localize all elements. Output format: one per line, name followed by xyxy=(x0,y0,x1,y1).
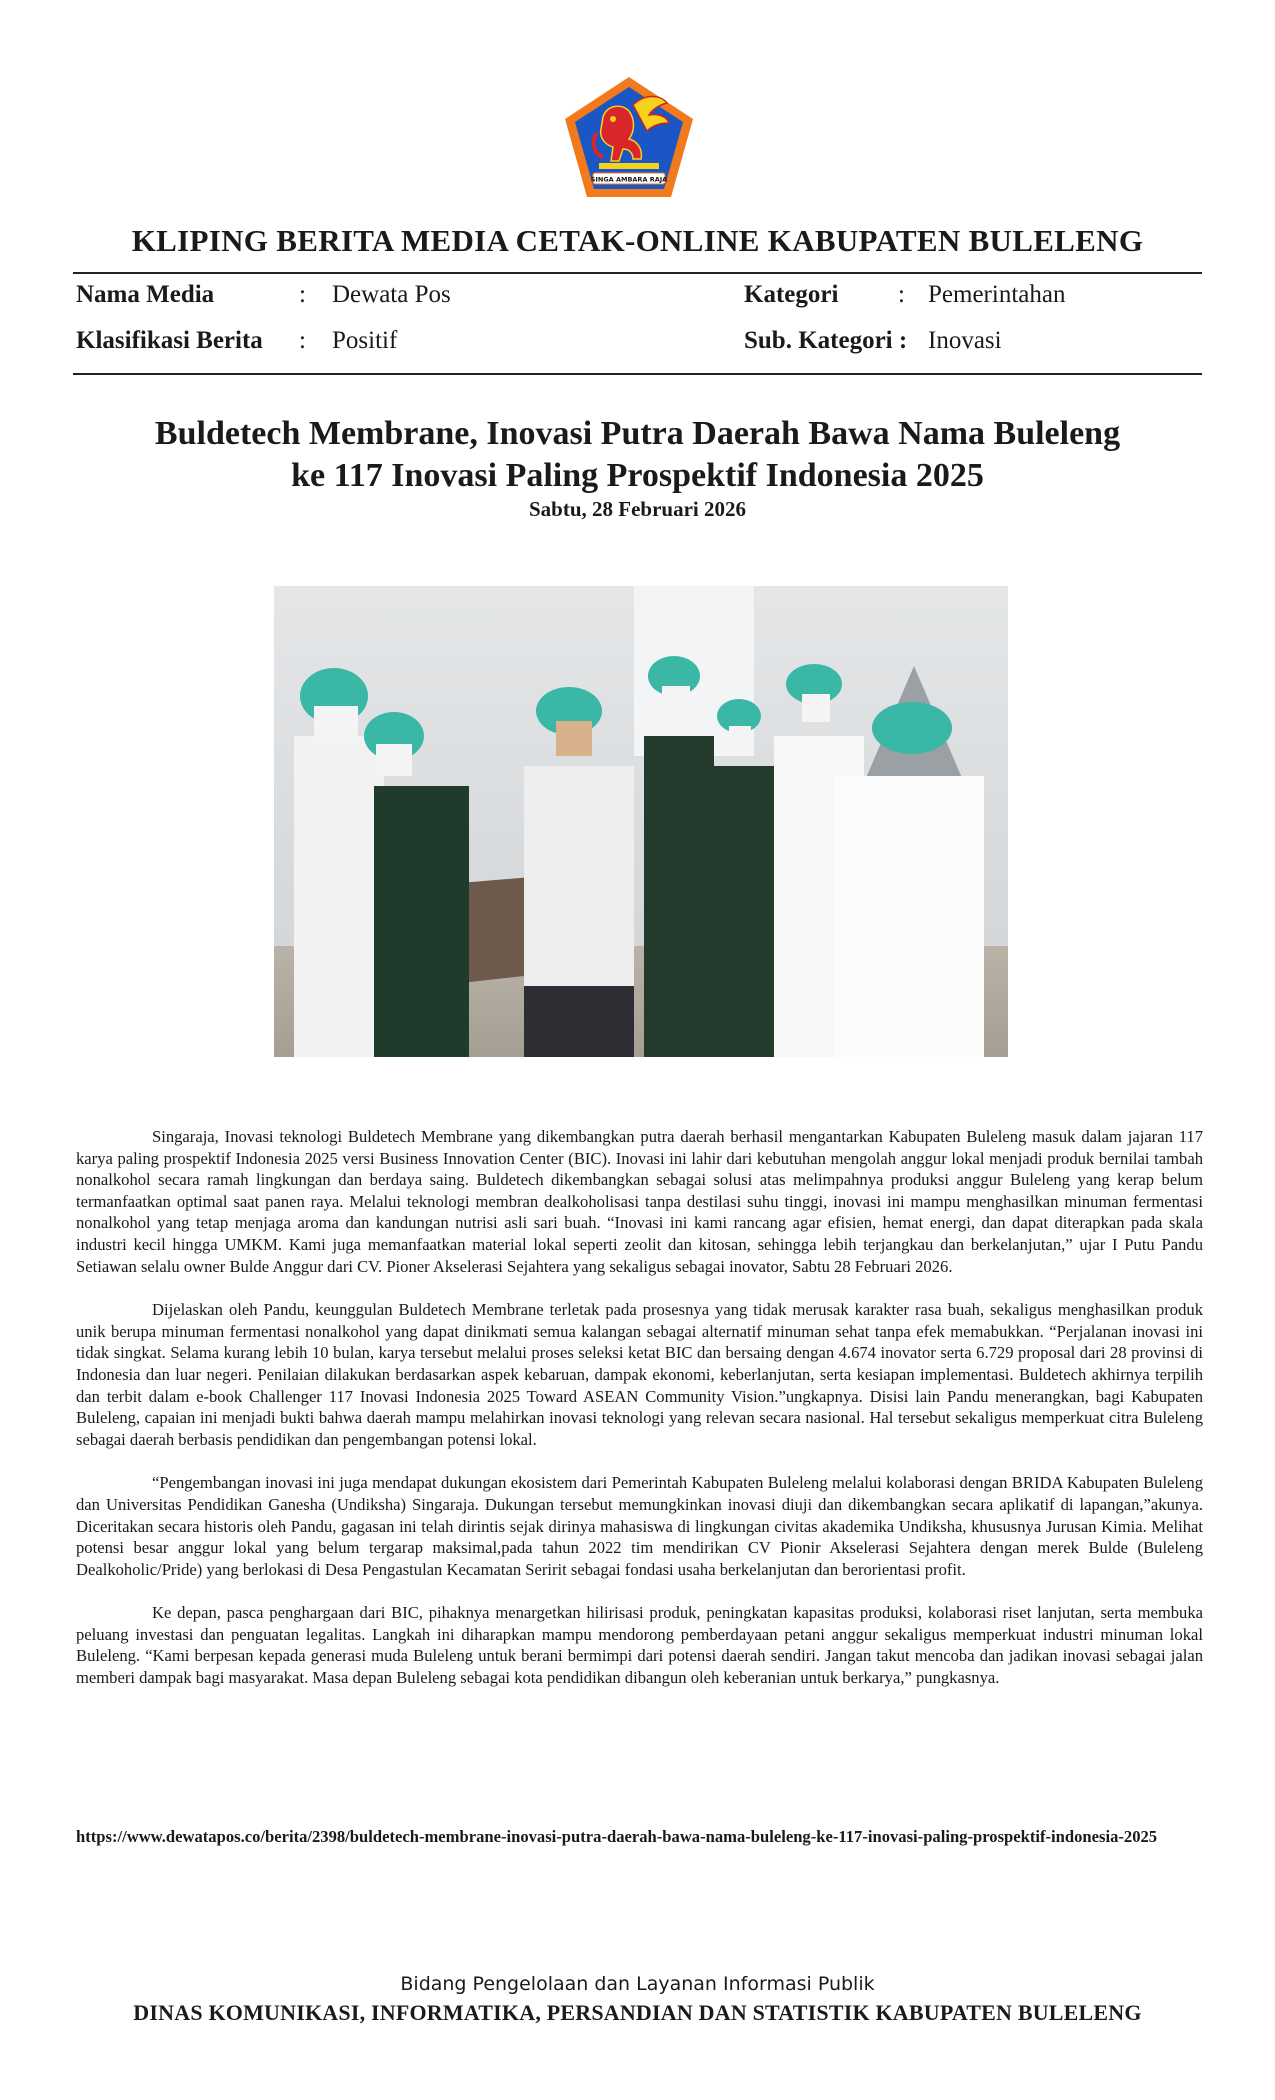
klasifikasi-value: Positif xyxy=(332,327,398,354)
article-paragraph: “Pengembangan inovasi ini juga mendapat dukungan ekosistem dari Pemerintah Kabupaten Buleleng melalui kolaborasi dengan BRIDA Kabupaten Buleleng dan Universitas Pendidikan Ganesha (Undiksha) Singaraja. Dukungan tersebut memungkinkan inovasi diuji dan dikembangkan secara aplikatif di lapangan,”akunya. Diceritakan secara historis oleh Pandu, gagasan ini telah dirintis sejak dirinya mahasiswa di lingkungan civitas akademika Undiksha, khususnya Jurusan Kimia. Melihat potensi besar anggur lokal yang belum tergarap maksimal,pada tahun 2022 tim mendirikan CV Pionir Akselerasi Sejahtera dengan merek Bulde (Buleleng Dealkoholic/Pride) yang berlokasi di Desa Pengastulan Kecamatan Seririt sebagai fondasi usaha berkelanjutan dan berorientasi profit. xyxy=(76,1473,1203,1579)
klasifikasi-label: Klasifikasi Berita xyxy=(76,327,263,354)
article-body xyxy=(76,1126,1203,1711)
footer-agency: DINAS KOMUNIKASI, INFORMATIKA, PERSANDIAN DAN STATISTIK KABUPATEN BULELENG xyxy=(133,2000,1142,2025)
meta-row-1 xyxy=(0,281,1275,315)
sub-kategori-label: Sub. Kategori : xyxy=(744,327,908,354)
article-headline-line2: ke 117 Inovasi Paling Prospektif Indonesia 2025 xyxy=(291,457,984,494)
meta-row-2 xyxy=(0,327,1275,361)
article-paragraph: Singaraja, Inovasi teknologi Buldetech Membrane yang dikembangkan putra daerah berhasil mengantarkan Kabupaten Buleleng masuk dalam jajaran 117 karya paling prospektif Indonesia 2025 versi Business Innovation Center (BIC). Inovasi ini lahir dari kebutuhan mengolah anggur lokal menjadi produk bernilai tambah nonalkohol secara ramah lingkungan dan berdaya saing. Buldetech dikembangkan sebagai solusi atas melimpahnya produksi anggur Buleleng yang kerap belum termanfaatkan optimal saat panen raya. Melalui teknologi membran dealkoholisasi tanpa destilasi suhu tinggi, inovasi ini mampu menghasilkan minuman fermentasi nonalkohol yang tetap menjaga aroma dan kandungan nutrisi asli sari buah. “Inovasi ini kami rancang agar efisien, hemat energi, dan dapat diterapkan pada skala industri kecil hingga UMKM. Kami juga memanfaatkan material lokal seperti zeolit dan kitosan, sehingga lebih terjangkau dan berkelanjutan,” ujar I Putu Pandu Setiawan selalu owner Bulde Anggur dari CV. Pioner Akselerasi Sejahtera yang sekaligus sebagai inovator, Sabtu 28 Februari 2026. xyxy=(76,1127,1203,1276)
article-date: Sabtu, 28 Februari 2026 xyxy=(528,497,746,521)
page-title: KLIPING BERITA MEDIA CETAK-ONLINE KABUPATEN BULELENG xyxy=(131,223,1144,258)
article-headline-line1: Buldetech Membrane, Inovasi Putra Daerah Bawa Nama Buleleng xyxy=(154,415,1121,452)
klasifikasi-colon: : xyxy=(299,327,306,354)
header-bottom-divider xyxy=(73,373,1202,375)
article-photo xyxy=(274,586,1008,1057)
nama-media-value: Dewata Pos xyxy=(332,281,451,308)
article-paragraph: Ke depan, pasca penghargaan dari BIC, pihaknya menargetkan hilirisasi produk, peningkatan kapasitas produksi, kolaborasi riset lanjutan, serta membuka peluang investasi dan penguatan legalitas. Langkah ini diharapkan mampu mendorong pemberdayaan petani anggur sekaligus memperkuat industri minuman lokal Buleleng. “Kami berpesan kepada generasi muda Buleleng untuk berani bermimpi dari potensi daerah sendiri. Jangan takut mencoba dan jadikan inovasi sebagai jalan memberi dampak bagi masyarakat. Masa depan Buleleng sebagai kota pendidikan dibangun oleh keberanian untuk berkarya,” pungkasnya. xyxy=(76,1603,1203,1688)
nama-media-label: Nama Media xyxy=(76,281,215,308)
kategori-value: Pemerintahan xyxy=(928,281,1066,308)
article-paragraph: Dijelaskan oleh Pandu, keunggulan Buldetech Membrane terletak pada prosesnya yang tidak merusak karakter rasa buah, sekaligus menghasilkan produk unik berupa minuman fermentasi nonalkohol yang dapat dinikmati semua kalangan sebagai alternatif minuman sehat tanpa efek memabukkan. “Perjalanan inovasi ini tidak singkat. Selama kurang lebih 10 bulan, karya tersebut melalui proses seleksi ketat BIC dan bersaing dengan 4.674 inovator serta 6.729 proposal dari 28 provinsi di Indonesia dan luar negeri. Penilaian dilakukan berdasarkan aspek kebaruan, dampak ekonomi, keberlanjutan, serta kesiapan implementasi. Buldetech akhirnya terpilih dan terbit dalam e-book Challenger 117 Inovasi Indonesia 2025 Toward ASEAN Community Vision.”ungkapnya. Disisi lain Pandu menerangkan, bagi Kabupaten Buleleng, capaian ini menjadi bukti bahwa daerah mampu melahirkan inovasi teknologi yang relevan secara nasional. Hal tersebut sekaligus memperkuat citra Buleleng sebagai daerah berbasis pendidikan dan pengembangan potensi lokal. xyxy=(76,1300,1203,1449)
source-link[interactable]: https://www.dewatapos.co/berita/2398/buldetech-membrane-inovasi-putra-daerah-bawa-nama-buleleng-ke-117-inovasi-paling-prospektif-indonesia-2025 xyxy=(76,1827,1158,1846)
footer-department: Bidang Pengelolaan dan Layanan Informasi Publik xyxy=(400,1973,875,1995)
logo-motto: SINGA AMBARA RAJA xyxy=(590,175,668,184)
sub-kategori-value: Inovasi xyxy=(928,327,1002,354)
buleleng-coat-of-arms-icon xyxy=(563,75,695,200)
nama-media-colon: : xyxy=(299,281,306,308)
header-top-divider xyxy=(73,272,1202,274)
kategori-label: Kategori xyxy=(744,281,839,308)
kategori-colon: : xyxy=(898,281,905,308)
